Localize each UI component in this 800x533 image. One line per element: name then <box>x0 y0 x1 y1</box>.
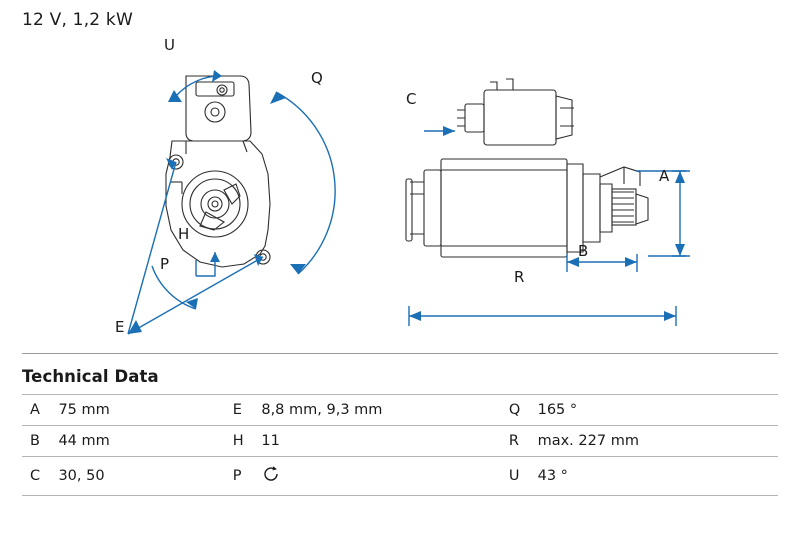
callout-U: U <box>164 36 175 54</box>
row-value-a: 75 mm <box>50 395 224 426</box>
row-value-c: 30, 50 <box>50 457 224 496</box>
row-key-a: A <box>22 395 50 426</box>
table-row <box>22 395 778 426</box>
callout-P: P <box>160 255 170 273</box>
row-value-u: 43 ° <box>530 457 778 496</box>
row-key-h: H <box>225 426 254 457</box>
row-key-p: P <box>225 457 254 496</box>
row-value-b: 44 mm <box>50 426 224 457</box>
row-key-e: E <box>225 395 254 426</box>
section-divider <box>22 353 778 354</box>
table-row <box>22 457 778 496</box>
table-row <box>22 426 778 457</box>
row-key-r: R <box>501 426 530 457</box>
row-value-e: 8,8 mm, 9,3 mm <box>253 395 500 426</box>
callout-H: H <box>178 225 190 243</box>
row-key-c: C <box>22 457 50 496</box>
row-value-r: max. 227 mm <box>530 426 778 457</box>
row-key-b: B <box>22 426 50 457</box>
callout-Q: Q <box>311 69 323 87</box>
starter-motor-technical-drawing <box>0 34 800 354</box>
callout-B: B <box>578 242 589 260</box>
callout-E: E <box>115 318 125 336</box>
row-value-p <box>253 457 500 496</box>
row-value-h: 11 <box>253 426 500 457</box>
row-value-q: 165 ° <box>530 395 778 426</box>
callout-C: C <box>406 90 417 108</box>
page-title: 12 V, 1,2 kW <box>22 10 133 30</box>
technical-data-heading: Technical Data <box>22 367 159 386</box>
callout-A: A <box>659 167 670 185</box>
row-key-u: U <box>501 457 530 496</box>
row-key-q: Q <box>501 395 530 426</box>
rotation-direction-clockwise-icon <box>261 464 281 488</box>
technical-data-table <box>22 394 778 496</box>
callout-R: R <box>514 268 525 286</box>
